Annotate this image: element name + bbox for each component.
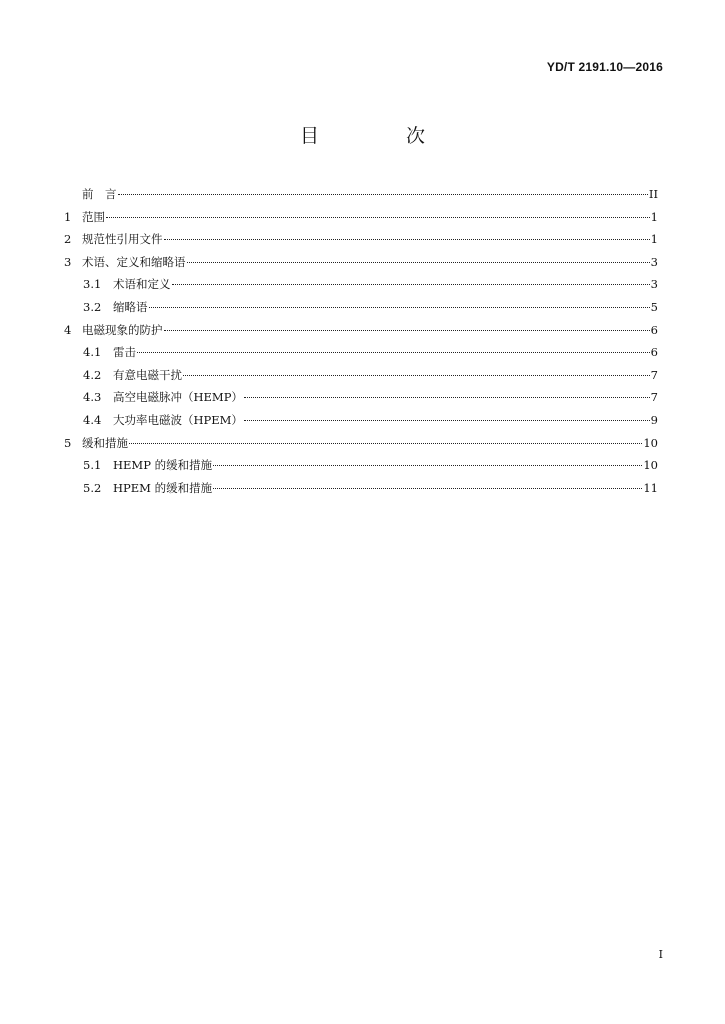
toc-entry-number: 5.2 xyxy=(83,480,102,495)
toc-entry-title: 术语、定义和缩略语 xyxy=(82,254,186,269)
toc-dot-leader xyxy=(164,330,650,331)
toc-entry[interactable] xyxy=(64,186,658,209)
toc-entry-page: 11 xyxy=(643,480,658,495)
toc-entry-page: 10 xyxy=(643,458,658,473)
toc-entry-page: 6 xyxy=(650,345,658,360)
toc-entry-page: 5 xyxy=(650,299,658,314)
document-code: YD/T 2191.10—2016 xyxy=(546,60,663,74)
table-of-contents xyxy=(64,186,658,502)
toc-dot-leader xyxy=(137,352,650,353)
toc-dot-leader xyxy=(244,420,650,421)
toc-entry[interactable] xyxy=(64,209,658,232)
page-number: I xyxy=(658,948,663,961)
toc-dot-leader xyxy=(244,397,650,398)
toc-entry-title: 高空电磁脉冲（HEMP） xyxy=(113,390,243,405)
toc-entry[interactable] xyxy=(64,299,658,322)
toc-entry[interactable] xyxy=(64,367,658,390)
toc-entry-number: 4.1 xyxy=(83,345,102,360)
toc-entry-title: 缩略语 xyxy=(113,299,148,314)
toc-entry-number: 3 xyxy=(64,254,72,269)
toc-entry[interactable] xyxy=(64,480,658,503)
toc-entry-page: 7 xyxy=(650,367,658,382)
toc-dot-leader xyxy=(213,488,642,489)
toc-entry[interactable] xyxy=(64,435,658,458)
toc-entry-page: 3 xyxy=(650,254,658,269)
toc-entry-number: 4.3 xyxy=(83,390,102,405)
toc-entry-page: 1 xyxy=(650,232,658,247)
toc-dot-leader xyxy=(164,239,650,240)
toc-entry[interactable] xyxy=(64,276,658,299)
toc-entry-number: 2 xyxy=(64,232,72,247)
toc-entry-title: HEMP 的缓和措施 xyxy=(113,458,213,473)
toc-entry-page: 6 xyxy=(650,322,658,337)
toc-entry-number: 4.2 xyxy=(83,367,102,382)
toc-entry-page: 9 xyxy=(650,412,658,427)
toc-entry-number: 5 xyxy=(64,435,72,450)
toc-dot-leader xyxy=(149,307,650,308)
toc-dot-leader xyxy=(172,284,650,285)
toc-entry-title: 电磁现象的防护 xyxy=(82,322,163,337)
toc-entry[interactable] xyxy=(64,344,658,367)
toc-dot-leader xyxy=(129,443,642,444)
toc-entry-page: II xyxy=(648,187,658,201)
toc-entry-title: 有意电磁干扰 xyxy=(113,367,182,382)
toc-dot-leader xyxy=(118,194,648,195)
toc-entry-number: 4.4 xyxy=(83,412,102,427)
toc-entry-page: 3 xyxy=(650,277,658,292)
toc-entry[interactable] xyxy=(64,389,658,412)
toc-entry-title: 缓和措施 xyxy=(82,435,128,450)
toc-entry[interactable] xyxy=(64,322,658,345)
toc-entry-title: 雷击 xyxy=(113,345,136,360)
toc-entry-title: HPEM 的缓和措施 xyxy=(113,480,213,495)
toc-entry[interactable] xyxy=(64,457,658,480)
toc-dot-leader xyxy=(213,465,642,466)
toc-entry-number: 5.1 xyxy=(83,458,102,473)
toc-entry-number: 1 xyxy=(64,209,72,224)
toc-dot-leader xyxy=(183,375,650,376)
toc-entry[interactable] xyxy=(64,412,658,435)
toc-entry-page: 1 xyxy=(650,209,658,224)
toc-entry-title: 术语和定义 xyxy=(113,277,171,292)
toc-entry-page: 7 xyxy=(650,390,658,405)
toc-entry-page: 10 xyxy=(643,435,658,450)
toc-entry-title: 规范性引用文件 xyxy=(82,232,163,247)
toc-dot-leader xyxy=(106,217,650,218)
toc-entry-number: 3.1 xyxy=(83,277,102,292)
toc-entry[interactable] xyxy=(64,231,658,254)
toc-entry-title: 范围 xyxy=(82,209,105,224)
toc-entry[interactable] xyxy=(64,254,658,277)
toc-dot-leader xyxy=(187,262,650,263)
toc-title: 目 次 xyxy=(299,125,459,147)
toc-entry-title: 大功率电磁波（HPEM） xyxy=(113,412,243,427)
toc-entry-number: 4 xyxy=(64,322,72,337)
toc-entry-number: 3.2 xyxy=(83,299,102,314)
toc-entry-title: 前 言 xyxy=(82,187,117,201)
